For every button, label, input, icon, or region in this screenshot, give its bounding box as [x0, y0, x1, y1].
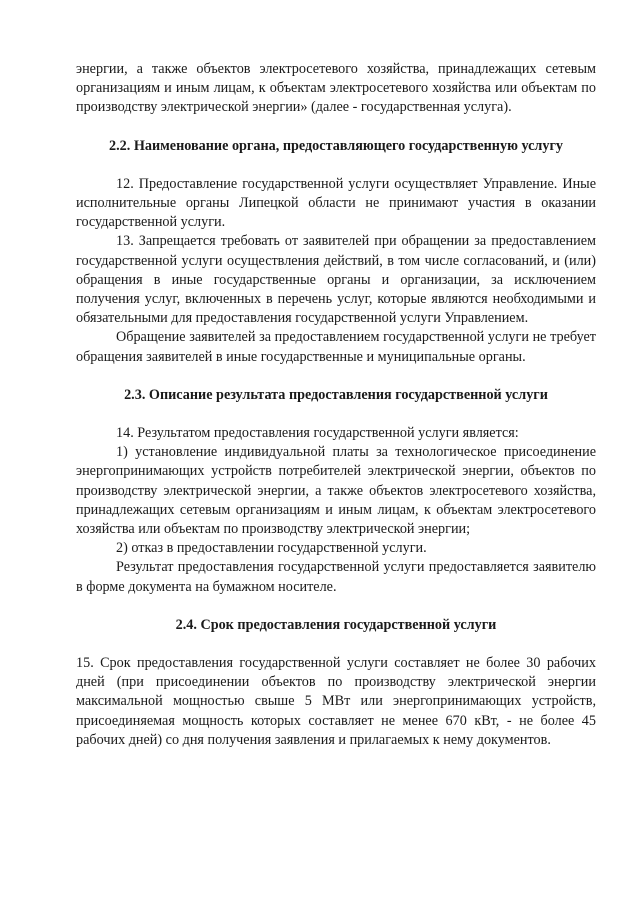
- result-item-1: 1) установление индивидуальной платы за технологическое присоединение энергопринимающих устройств потребителей электрической энергии, объектов по производству электрической энергии, а также объектов электросетевого хозяйства, принадлежащих сетевым организациям и иным лицам, к объектам электросетевого хозяйства или объектам по производству электрической энергии;: [76, 444, 596, 538]
- paragraph-13: 13. Запрещается требовать от заявителей при обращении за предоставлением государственной услуги осуществления действий, в том числе согласований, и (или) обращения в иные государственные органы и организации, за исключением получения услуг, включенных в перечень услуг, которые являются необходимыми и обязательными для предоставления государственной услуги Управлением.: [76, 233, 596, 327]
- paragraph-14: 14. Результатом предоставления государственной услуги является:: [116, 425, 519, 442]
- section-2-4-heading: 2.4. Срок предоставления государственной услуги: [175, 616, 497, 633]
- intro-paragraph: энергии, а также объектов электросетевого хозяйства, принадлежащих сетевым организациям и иным лицам, к объектам электросетевого хозяйства или объектам по производству электрической энергии» (далее - государственная услуга).: [76, 61, 596, 116]
- section-2-2-heading: 2.2. Наименование органа, предоставляющего государственную услугу: [108, 137, 564, 154]
- result-item-2: 2) отказ в предоставлении государственной услуги.: [116, 540, 427, 557]
- paragraph-15: 15. Срок предоставления государственной услуги составляет не более 30 рабочих дней (при присоединении объектов по производству электрической энергии максимальной мощностью свыше 5 МВт или энергопринимающих устройств, присоединяемая мощность которых составляет не менее 670 кВт, - не более 45 рабочих дней) со дня получения заявления и прилагаемых к нему документов.: [76, 655, 596, 748]
- paragraph-12: 12. Предоставление государственной услуги осуществляет Управление. Иные исполнительные органы Липецкой области не принимают участия в оказании государственной услуги.: [76, 175, 596, 231]
- section-2-3-heading: 2.3. Описание результата предоставления государственной услуги: [124, 386, 548, 403]
- paragraph-13-appeal: Обращение заявителей за предоставлением государственной услуги не требует обращения заявителей в иные государственные и муниципальные органы.: [76, 329, 596, 365]
- result-form-paragraph: Результат предоставления государственной услуги предоставляется заявителю в форме документа на бумажном носителе.: [76, 559, 596, 595]
